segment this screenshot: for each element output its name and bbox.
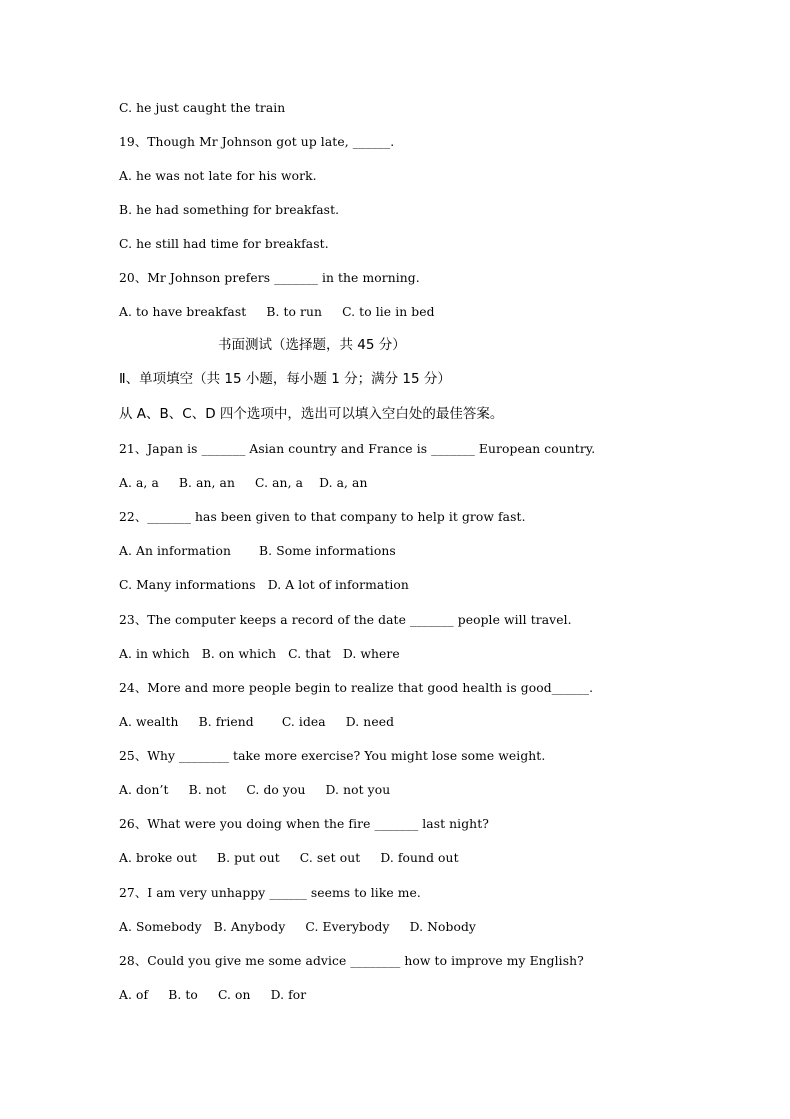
option-line: A. in which B. on which C. that D. where: [119, 647, 400, 661]
option-line: B. he had something for breakfast.: [119, 203, 340, 217]
question-23: 23、The computer keeps a record of the date _______ people will travel.: [119, 613, 572, 627]
option-line: A. don’t B. not C. do you D. not you: [119, 783, 391, 797]
option-line: C. he still had time for breakfast.: [119, 237, 329, 251]
section-title: Ⅱ、单项填空（共 15 小题，每小题 1 分；满分 15 分）: [119, 371, 451, 387]
option-line: C. Many informations D. A lot of information: [119, 578, 409, 592]
question-27: 27、I am very unhappy ______ seems to like me.: [119, 886, 421, 900]
question-26: 26、What were you doing when the fire _______ last night?: [119, 817, 489, 831]
question-22: 22、_______ has been given to that company to help it grow fast.: [119, 510, 526, 524]
option-line: A. of B. to C. on D. for: [119, 988, 307, 1002]
question-28: 28、Could you give me some advice ________ how to improve my English?: [119, 954, 584, 968]
question-20: 20、Mr Johnson prefers _______ in the morning.: [119, 271, 420, 285]
question-24: 24、More and more people begin to realize that good health is good______.: [119, 681, 594, 695]
option-line: A. he was not late for his work.: [119, 169, 317, 183]
option-line: A. wealth B. friend C. idea D. need: [119, 715, 395, 729]
question-21: 21、Japan is _______ Asian country and France is _______ European country.: [119, 442, 596, 456]
question-19: 19、Though Mr Johnson got up late, ______.: [119, 135, 395, 149]
section-heading: 书面测试（选择题，共 45 分）: [218, 337, 406, 353]
option-line: A. An information B. Some informations: [119, 544, 396, 558]
option-line: A. to have breakfast B. to run C. to lie in bed: [119, 305, 435, 319]
section-instructions: 从 A、B、C、D 四个选项中，选出可以填入空白处的最佳答案。: [119, 406, 504, 422]
question-25: 25、Why ________ take more exercise? You might lose some weight.: [119, 749, 546, 763]
option-line: C. he just caught the train: [119, 101, 286, 115]
option-line: A. Somebody B. Anybody C. Everybody D. Nobody: [119, 920, 476, 934]
option-line: A. broke out B. put out C. set out D. found out: [119, 851, 459, 865]
option-line: A. a, a B. an, an C. an, a D. a, an: [119, 476, 368, 490]
